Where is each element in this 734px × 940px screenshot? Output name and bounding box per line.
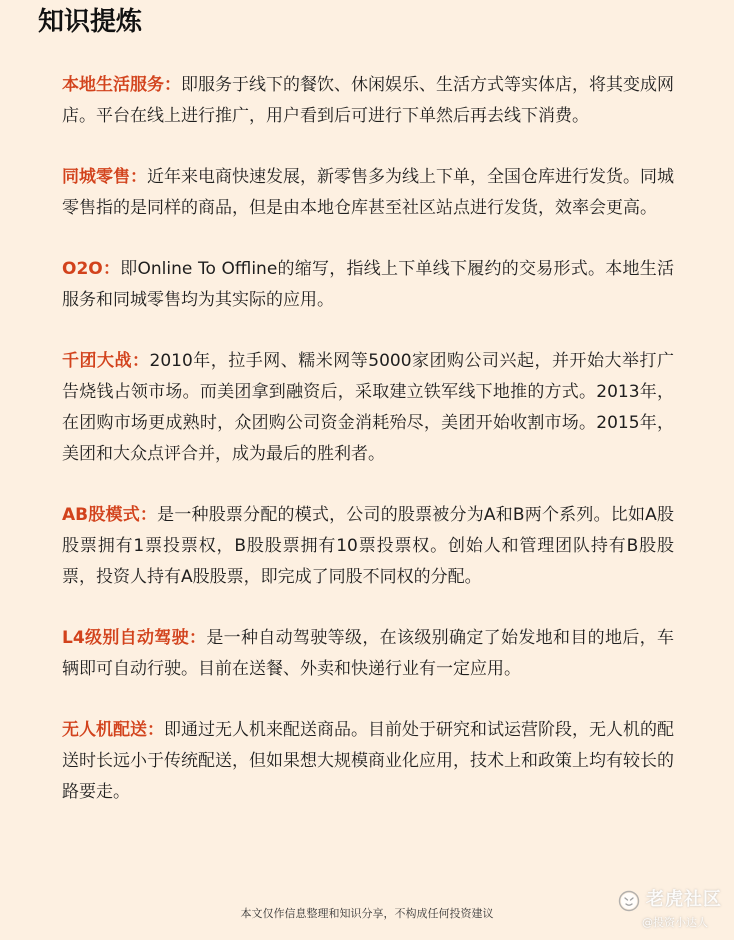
- entry-term: 本地生活服务: [62, 75, 164, 95]
- entry-separator: ：: [130, 167, 147, 187]
- entry-body: 2010年，拉手网、糯米网等5000家团购公司兴起，并开始大举打广告烧钱占领市场。而美团拿到融资后，采取建立铁军线下地推的方式。2013年，在团购市场更成熟时，众团购公司资金消耗殆尽，美团开始收割市场。2015年，美团和大众点评合并，成为最后的胜利者。: [62, 351, 675, 464]
- entry-body: 是一种股票分配的模式，公司的股票被分为A和B两个系列。比如A股股票拥有1票投票权，B股股票拥有10票投票权。创始人和管理团队持有B股股票，投资人持有A股股票，即完成了同股不同权的分配。: [62, 505, 675, 587]
- watermark-name: 老虎社区: [646, 889, 722, 910]
- entry-term: 同城零售: [62, 167, 130, 187]
- entry-o2o: [62, 254, 674, 316]
- entry-term: L4级别自动驾驶: [62, 628, 189, 648]
- entry-local-life-service: [62, 70, 674, 132]
- entry-same-city-retail: [62, 162, 674, 224]
- entry-separator: ：: [102, 259, 121, 279]
- entry-ab-share-model: [62, 500, 674, 593]
- entry-term: 无人机配送: [62, 720, 147, 740]
- entry-drone-delivery: [62, 715, 674, 808]
- entry-term: 千团大战: [62, 351, 132, 371]
- entry-l4-autonomous-driving: [62, 623, 674, 685]
- entry-body: 是一种自动驾驶等级，在该级别确定了始发地和目的地后，车辆即可自动行驶。目前在送餐、外卖和快递行业有一定应用。: [62, 628, 675, 679]
- disclaimer-footer: 本文仅作信息整理和知识分享，不构成任何投资建议: [240, 907, 494, 920]
- entry-body: 近年来电商快速发展，新零售多为线上下单，全国仓库进行发货。同城零售指的是同样的商品，但是由本地仓库甚至社区站点进行发货，效率会更高。: [62, 167, 674, 218]
- entry-body: 即通过无人机来配送商品。目前处于研究和试运营阶段，无人机的配送时长远小于传统配送，但如果想大规模商业化应用，技术上和政策上均有较长的路要走。: [62, 720, 674, 802]
- entry-list: [62, 70, 674, 808]
- entry-separator: ：: [132, 351, 150, 371]
- entry-separator: ：: [139, 505, 158, 525]
- entry-separator: ：: [164, 75, 181, 95]
- entry-body: 即服务于线下的餐饮、休闲娱乐、生活方式等实体店，将其变成网店。平台在线上进行推广，用户看到后可进行下单然后再去线下消费。: [62, 75, 674, 126]
- entry-separator: ：: [147, 720, 164, 740]
- entry-thousand-group-war: [62, 346, 674, 470]
- entry-body: 即Online To Offline的缩写，指线上下单线下履约的交易形式。本地生活服务和同城零售均为其实际的应用。: [62, 259, 675, 310]
- watermark: [616, 886, 734, 936]
- watermark-handle: @投资小达人: [642, 916, 708, 929]
- entry-term: AB股模式: [62, 505, 140, 525]
- entry-separator: ：: [189, 628, 207, 648]
- page-title: 知识提炼: [38, 7, 143, 37]
- entry-term: O2O: [62, 259, 103, 279]
- tiger-logo-icon: [618, 890, 640, 912]
